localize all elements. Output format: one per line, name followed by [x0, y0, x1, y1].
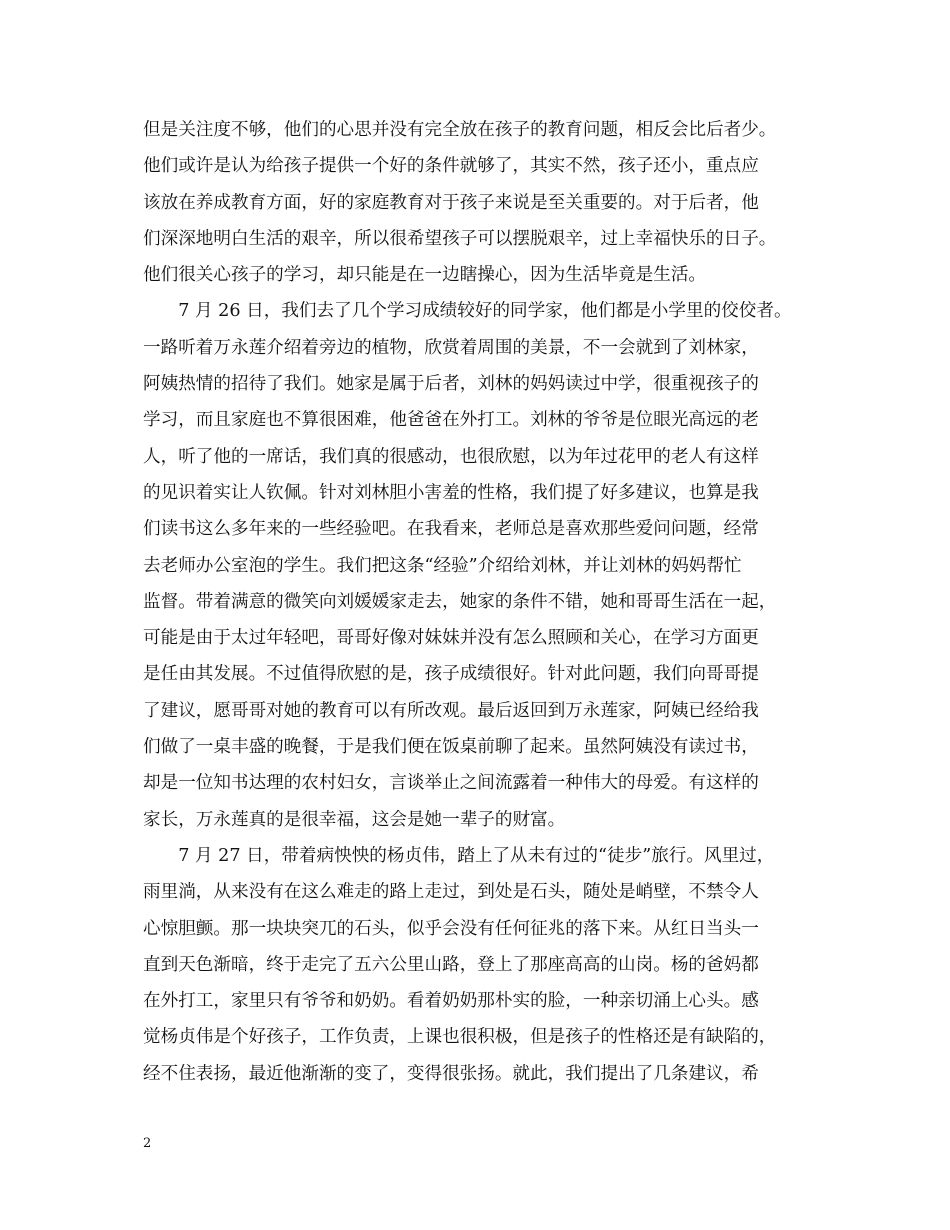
text-line: 在外打工，家里只有爷爷和奶奶。看着奶奶那朴实的脸，一种亲切涌上心头。感: [143, 991, 759, 1012]
text-line: 觉杨贞伟是个好孩子，工作负责，上课也很积极，但是孩子的性格还是有缺陷的，: [143, 1027, 777, 1048]
text-line: 一路听着万永莲介绍着旁边的植物，欣赏着周围的美景，不一会就到了刘林家，: [143, 337, 759, 358]
text-line: 7 月 27 日，带着病怏怏的杨贞伟，踏上了从未有过的“徒步”旅行。风里过，: [143, 845, 775, 866]
body-text: [143, 112, 823, 1092]
text-line: 学习，而且家庭也不算很困难，他爸爸在外打工。刘林的爷爷是位眼光高远的老: [143, 410, 759, 431]
text-line: 们深深地明白生活的艰辛，所以很希望孩子可以摆脱艰辛，过上幸福快乐的日子。: [143, 228, 777, 249]
text-line: 7 月 26 日，我们去了几个学习成绩较好的同学家，他们都是小学里的佼佼者。: [143, 301, 792, 322]
text-line: 们做了一桌丰盛的晚餐，于是我们便在饭桌前聊了起来。虽然阿姨没有读过书，: [143, 737, 759, 758]
text-line: 他们或许是认为给孩子提供一个好的条件就够了，其实不然，孩子还小，重点应: [143, 156, 759, 177]
text-line: 阿姨热情的招待了我们。她家是属于后者，刘林的妈妈读过中学，很重视孩子的: [143, 374, 759, 395]
text-line: 却是一位知书达理的农村妇女，言谈举止之间流露着一种伟大的母爱。有这样的: [143, 773, 759, 794]
text-line: 雨里淌，从来没有在这么难走的路上走过，到处是石头，随处是峭壁，不禁令人: [143, 882, 759, 903]
text-line: 人，听了他的一席话，我们真的很感动，也很欣慰，以为年过花甲的老人有这样: [143, 446, 759, 467]
text-line: 们读书这么多年来的一些经验吧。在我看来，老师总是喜欢那些爱问问题，经常: [143, 519, 759, 540]
text-line: 心惊胆颤。那一块块突兀的石头，似乎会没有任何征兆的落下来。从红日当头一: [143, 918, 759, 939]
text-line: 的见识着实让人钦佩。针对刘林胆小害羞的性格，我们提了好多建议，也算是我: [143, 482, 759, 503]
text-line: 但是关注度不够，他们的心思并没有完全放在孩子的教育问题，相反会比后者少。: [143, 120, 777, 140]
text-line: 是任由其发展。不过值得欣慰的是，孩子成绩很好。针对此问题，我们向哥哥提: [143, 664, 759, 685]
text-line: 该放在养成教育方面，好的家庭教育对于孩子来说是至关重要的。对于后者，他: [143, 192, 759, 213]
text-line: 去老师办公室泡的学生。我们把这条“经验”介绍给刘林，并让刘林的妈妈帮忙: [143, 555, 742, 576]
text-line: 了建议，愿哥哥对她的教育可以有所改观。最后返回到万永莲家，阿姨已经给我: [143, 700, 759, 721]
text-line: 直到天色渐暗，终于走完了五六公里山路，登上了那座高高的山岗。杨的爸妈都: [143, 954, 759, 975]
text-line: 经不住表扬，最近他渐渐的变了，变得很张扬。就此，我们提出了几条建议，希: [143, 1063, 759, 1084]
text-line: 他们很关心孩子的学习，却只能是在一边瞎操心，因为生活毕竟是生活。: [143, 265, 707, 286]
text-line: 可能是由于太过年轻吧，哥哥好像对妹妹并没有怎么照顾和关心，在学习方面更: [143, 628, 759, 649]
text-line: 监督。带着满意的微笑向刘媛媛家走去，她家的条件不错，她和哥哥生活在一起，: [143, 591, 777, 612]
page-number: 2: [143, 1136, 152, 1151]
text-line: 家长，万永莲真的是很幸福，这会是她一辈子的财富。: [143, 809, 566, 830]
